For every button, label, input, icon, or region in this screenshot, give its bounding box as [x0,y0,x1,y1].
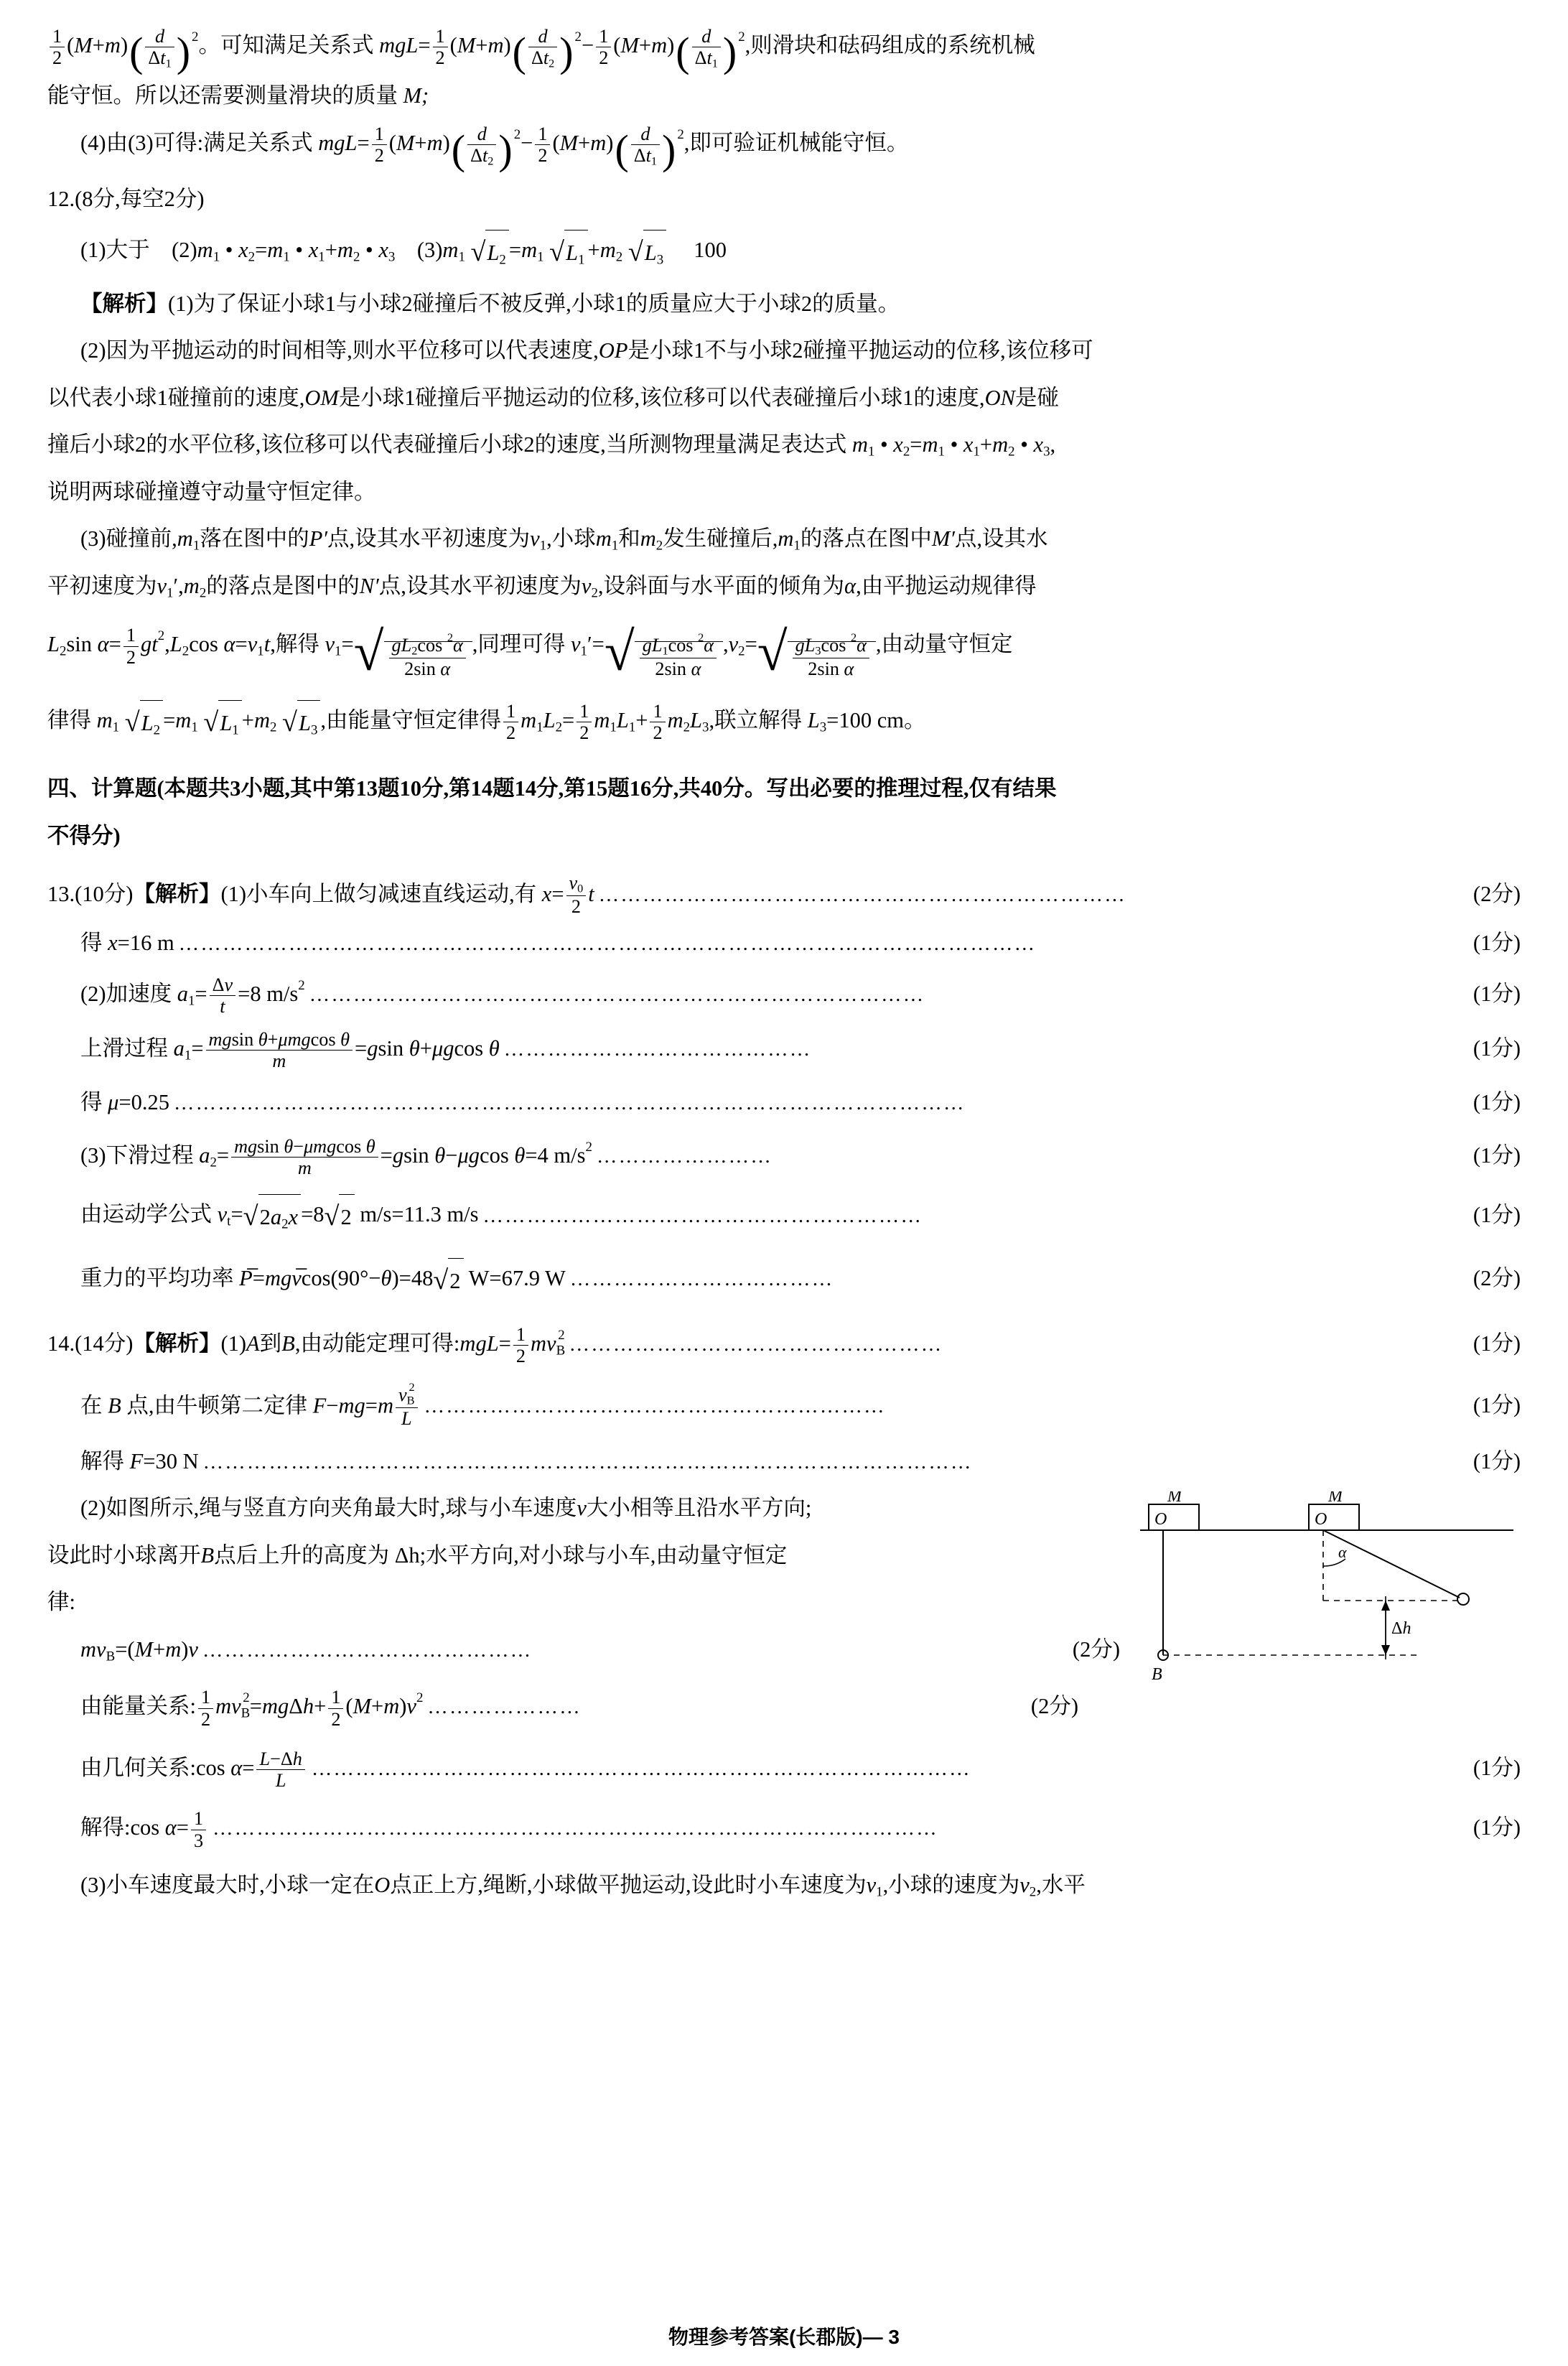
dot-leader: …………………………………………………… [482,1204,923,1227]
continued-text-2: 能守恒。所以还需要测量滑块的质量 [47,83,398,108]
q14-number: 14.(14分) [47,1331,134,1356]
q13-line1-text: (1)小车向上做匀减速直线运动,有 [220,881,537,906]
q13-number: 13.(10分) [47,881,134,906]
q13-line3 [47,973,1521,1017]
q14-l3-lead-text: 解得 [80,1448,124,1473]
svg-text:B: B [1152,1665,1162,1685]
velocity-v1: v [866,1873,877,1898]
dot-leader: …………………… [596,1145,773,1168]
q12-answer-2-label: (2) [172,237,197,262]
velocity-v: v [577,1496,587,1521]
q13-line8 [47,1254,1521,1307]
q13-score-7: (1分) [1473,1202,1521,1227]
q14-h-c: 到 [259,1331,282,1356]
q13-line8-lead: 重力的平均功率 P̅=mgv̅cos(90°−θ)=48√2 W=67.9 W [80,1254,566,1307]
q12-explain-3-line2: 平初速度为$v_1',m_2$的落点是图中的N′点,设其水平初速度为$v_2$,设斜面与水平面的倾角为α,由平抛运动规律得 [47,573,1037,601]
dot-leader: ……………………………………………………………………………… [311,1757,971,1780]
q14-l2-lead-text: 在 [80,1393,103,1418]
dot-leader: ……………………………………… [202,1639,533,1662]
dot-leader: …………………………………… [503,1038,812,1061]
paren-group-1: ( $\frac{d}{\Delta t_1}$ ) [129,25,190,76]
q14-score-4: (2分) [1072,1636,1120,1662]
q13-l6-lead-text: (3)下滑过程 [80,1142,194,1168]
q14-l3-value: =30 N [143,1448,199,1473]
q13-l7-lead-text: 由运动学公式 [80,1202,212,1227]
section4-desc: (本题共3小题,其中第13题10分,第14题14分,第15题16分,共40分。写出必要的推理过程,仅有结果 [157,776,1057,801]
q14-score-1: (1分) [1473,1331,1521,1356]
point-A: A [246,1331,260,1356]
q12-p3f: 发生碰撞后, [663,526,778,551]
q12-explain-1-text: (1)为了保证小球1与小球2碰撞后不被反弹,小球1的质量应大于小球2的质量。 [168,292,900,316]
q14-line6-lead: 由几何关系:cos α= $\frac{L-\Delta h}{L}$ [80,1747,307,1792]
q12-p3h: 点,设其水 [954,526,1048,551]
q14-line3-lead: 解得 F=30 N [80,1448,199,1473]
q14-line6 [47,1747,1521,1792]
q14-score-2: (1分) [1473,1393,1521,1418]
q13-score-4: (1分) [1473,1035,1521,1061]
q12-p5b: ,由能量守恒定律得 [320,707,502,732]
dot-leader: ……………………………………………………………………………………… [213,1817,938,1840]
q14-l7-lead-text: 解得:cos [80,1815,160,1840]
q12-p5d: =100 cm。 [826,707,926,732]
q12-formula-line: $L_2\sin$ α= $\frac{1}{2}$ $gt^2,L_2\cos$ $\alpha=v_1t$,解得 $v_1=√$ $\frac{gL_2\cos ^2\alpha}{\text{2sin α}}$ ,同理可得 $v_1'=√$ $\frac{gL_1\cos ^2\alpha}{\text{2sin α}}$ $,v_2=√$ $\frac{gL_3\cos ^2\alpha}{\text{2sin α}}$ ,由动量守恒定 [47,622,1013,683]
q14-line3 [47,1440,1521,1483]
point-OP: OP [598,338,628,363]
q13-line2-lead: 得 x=16 m [80,930,174,955]
q13-line4 [47,1028,1521,1072]
q14-jiexi-label: 【解析】 [133,1331,221,1356]
q13-score-6: (1分) [1473,1142,1521,1168]
q12-p3k: 的落点是图中的 [206,573,360,598]
point-B-2: B [108,1393,121,1418]
q12-p3d: ,小球 [546,526,596,551]
q12-explain-2-line3: 撞后小球2的水平位移,该位移可以代表碰撞后小球2的速度,当所测物理量满足表达式 $m_1$ • $x_2=m_1$ • $x_1+m_2$ • $x_3$, [47,432,1056,460]
q13-l8-tail: W=67.9 W [468,1265,566,1290]
point-P-prime: P′ [309,526,327,551]
q13-score-2: (1分) [1473,930,1521,955]
q14-line4-lead: $mv_B=(M+m)v$ [80,1636,198,1664]
q14-p3b: 点正上方,绳断,小球做平抛运动,设此时小车速度为 [390,1873,867,1898]
q14-line7-lead: 解得:cos α= $\frac{1}{3}$ [80,1807,208,1851]
point-O: O [374,1873,391,1898]
section4-desc2-text: 不得分) [47,823,121,848]
dot-leader: ……………………………………………………………… [598,883,1126,906]
dot-leader: ………………… [427,1696,582,1719]
point-N-prime: N′ [359,573,379,598]
q12-explain-2-line4 [47,471,1521,513]
q12-p2b: 是小球1不与小球2碰撞平抛运动的位移,该位移可 [627,338,1093,363]
figure-svg [1133,1491,1521,1707]
q13-l2-lead-text: 得 [80,930,103,955]
q13-line2 [47,922,1521,964]
q13-l4-lead-text: 上滑过程 [80,1035,168,1061]
q12-p3a: (3)碰撞前, [80,526,177,551]
figure-cart-pendulum [1133,1491,1521,1721]
q12-formula-line2: 律得 $m_1$ $√L_2 =m_1$ $√L_1 +m_2$ $√L_3$ ,由能量守恒定律得 $\frac{1}{2}$ $m_1L_2=$ $\frac{1}{2}$ $m_1L_1+$ $\frac{1}{2}$ $m_2L_3$,联立解得 $L_3=100$ cm。 [47,700,926,744]
q13-l5-lead-text: 得 [80,1090,103,1115]
q14-score-7: (1分) [1473,1815,1521,1840]
q12-explain-1 [47,283,1521,325]
q12-explain-2-line1 [47,330,1521,372]
q12-explain-3-line1: (3)碰撞前$,m_1$落在图中的P′点,设其水平初速度为$v_1$,小球$m_1$和$m_2$发生碰撞后$,m_1$的落点在图中M′点,设其水 [80,526,1048,554]
q13-jiexi-label: 【解析】 [133,881,221,906]
q12-p2d: 是小球1碰撞后平抛运动的位移,该位移可以代表碰撞后小球1的速度, [338,385,985,410]
point-ON: ON [984,385,1015,410]
q14-l5-lead-text: 由能量关系: [80,1694,196,1719]
dot-leader: ……………………………………………………………………………………………………… [178,932,1037,955]
continued-text-3b: ,即可验证机械能守恒。 [683,131,909,156]
q14-p2e: 律: [47,1590,75,1615]
section4-desc2 [47,815,1521,857]
svg-text:M: M [1167,1491,1182,1506]
point-B: B [281,1331,295,1356]
point-B-3: B [200,1542,215,1568]
q12-p3b: 落在图中的 [200,526,309,551]
q13-line5 [47,1081,1521,1124]
q13-line4-lead: 上滑过程 $a_1=$ mgsin θ+μmgcos θ m =gsin θ+μgcos θ [80,1028,500,1071]
dot-leader: ………………………………………………………………………… [309,984,925,1007]
svg-text:M: M [1328,1491,1343,1506]
q13-line1 [47,873,1521,918]
q14-p2c: 设此时小球离开 [47,1542,201,1568]
q13-line7-lead: 由运动学公式 $v_t=√2a_2x =8√2$ m/s=11.3 m/s [80,1190,479,1243]
q14-line5 [47,1685,1078,1730]
mass-M-symbol: M; [403,83,429,108]
q14-line1 [47,1323,1521,1367]
q12-explain-2-line2 [47,377,1521,419]
svg-text:O: O [1154,1510,1167,1529]
q12-p3e: 和 [618,526,640,551]
q13-score-8: (2分) [1473,1265,1521,1290]
velocity-v2: v [1019,1873,1030,1898]
section4-heading [47,768,1521,810]
q13-l2-value: =16 m [117,930,174,955]
q13-l3-lead-text: (2)加速度 [80,982,172,1007]
q13-line5-lead: 得 μ=0.25 [80,1090,170,1115]
continued-line-2 [47,75,1521,117]
dot-leader: ……………………………………………………… [424,1395,886,1418]
continued-text-1a: 。可知满足关系式 [198,33,374,58]
q14-l2-mid: 点,由牛顿第二定律 [126,1393,308,1418]
section4-title: 四、计算题 [47,776,157,801]
q13-l7-tail: m/s=11.3 m/s [360,1202,479,1227]
q13-line3-lead: (2)加速度 $a_1=$ $\frac{\Delta v}{t}$ =8 $m/s^2$ [80,974,305,1017]
q12-p3l: 点,设其水平初速度为 [378,573,582,598]
q13-line6-lead: (3)下滑过程 $a_2=$ mgsin θ−μmgcos θ m =gsin θ−μgcos θ=4 $m/s^2$ [80,1135,592,1179]
q12-answer-value: 100 [694,237,727,262]
q14-line2 [47,1382,1521,1429]
continued-line-3: (4)由(3)可得:满足关系式 mgL= $\frac{1}{2}$ (M+m)( $\frac{d}{\Delta t_2}$ ) $^2$− $\frac{1}{2}$ (M+m)( $\frac{d}{\Delta t_1}$ ) $^2$,即可验证机械能守恒。 [80,123,909,173]
q12-p3i: 平初速度为 [47,573,157,598]
q14-p2b: 大小相等且沿水平方向; [586,1496,812,1521]
q14-h-b: (1) [220,1331,247,1356]
q14-l6-lead-text: 由几何关系:cos [80,1755,225,1780]
q12-p2e: 是碰 [1014,385,1059,410]
continued-line-1: $\frac{1}{2}$ (M+m)( $\frac{d}{\Delta t_1}$ ) $^2$。可知满足关系式 mgL= $\frac{1}{2}$ (M+m)( $\frac{d}{\Delta t_2}$ ) $^2$− $\frac{1}{2}$ (M+m)( $\frac{d}{\Delta t_1}$ ) $^2$,则滑块和砝码组成的系统机械 [47,24,1521,70]
q14-line1-lead: 14.(14分)【解析】(1)A到B,由动能定理可得:mgL= $\frac{1}{2}$ $mv_B^2$ [47,1324,566,1367]
jiexi-label: 【解析】 [80,292,168,316]
q14-line2-lead: 在 B 点,由牛顿第二定律 F−mg=m $\frac{v_B^2}{L}$ [80,1382,420,1429]
q14-p3c: ,小球的速度为 [882,1873,1020,1898]
q14-line7 [47,1807,1521,1851]
q14-line5-lead: 由能量关系: $\frac{1}{2}$ $mv_B^2=mg\Delta h+$ $\frac{1}{2}$ $(M+m)v^2$ [80,1687,424,1730]
q12-p3m: ,设斜面与水平面的倾角为 [597,573,845,598]
q12-p4tail: ,由动量守恒定 [875,632,1013,657]
q12-p5a: 律得 [47,707,91,732]
q12-answers: (1)大于 $(2)m_1$ • $x_2=m_1$ • $x_1+m_2$ • $x_3$ $(3)m_1$ $√L_2 =m_1$ $√L_1 +m_2$ $√L_3$ 100 [47,225,1521,279]
q12-p2g: , [1050,432,1056,457]
svg-text:O: O [1315,1510,1327,1529]
q13-line6 [47,1135,1521,1179]
q14-line4 [47,1629,1120,1671]
dot-leader: ……………………………………………………………………………………………… [174,1092,966,1115]
q14-score-6: (1分) [1473,1755,1521,1780]
svg-text:α: α [1338,1543,1347,1562]
fraction-half: $\frac{1}{2}$ [50,27,65,69]
q12-heading: 12.(8分,每空2分) [47,187,205,212]
q14-p3a: (3)小车速度最大时,小球一定在 [80,1873,375,1898]
q12-answer-1: (1)大于 [80,237,150,262]
q14-h-d: ,由动能定理可得: [294,1331,460,1356]
q12-p2a: (2)因为平抛运动的时间相等,则水平位移可以代表速度, [80,338,599,363]
q12-p3g: 的落点在图中 [800,526,932,551]
q13-l8-lead-text: 重力的平均功率 [80,1265,234,1290]
continued-text-3a: (4)由(3)可得:满足关系式 [80,131,313,156]
q13-line1-lead: 13.(10分)【解析】(1)小车向上做匀减速直线运动,有 x= $\frac{v_0}{2}$ t [47,872,594,918]
svg-text:Δh: Δh [1391,1619,1411,1639]
q12-p2c: 以代表小球1碰撞前的速度, [47,385,305,410]
dot-leader: …………………………………………… [569,1333,943,1356]
q12-p2h: 说明两球碰撞遵守动量守恒定律。 [47,479,376,504]
dot-leader: …………………………………………………………………………………………… [202,1450,973,1473]
dot-leader: ……………………………… [569,1267,834,1290]
q13-line7 [47,1190,1521,1243]
q14-score-3: (1分) [1473,1448,1521,1473]
q13-score-1: (2分) [1473,881,1521,906]
q12-p3n: ,由平抛运动规律得 [856,573,1037,598]
point-M-prime: M′ [931,526,955,551]
q13-score-3: (1分) [1473,982,1521,1007]
q12-p3j: , [178,573,184,598]
q12-p2f: 撞后小球2的水平位移,该位移可以代表碰撞后小球2的速度,当所测物理量满足表达式 [47,432,847,457]
continued-text-1b: ,则滑块和砝码组成的系统机械 [745,33,1035,58]
q14-p2a: (2)如图所示,绳与竖直方向夹角最大时,球与小车速度 [80,1496,577,1521]
q14-score-5: (2分) [1030,1694,1078,1719]
q13-score-5: (1分) [1473,1090,1521,1115]
q14-p2d: 点后上升的高度为 Δh;水平方向,对小球与小车,由动量守恒定 [214,1542,788,1568]
angle-alpha: α [844,573,857,598]
q12-p3c: 点,设其水平初速度为 [327,526,531,551]
q12-answer-3-label: (3) [416,237,443,262]
point-OM: OM [304,385,339,410]
q12-p5c: ,联立解得 [709,707,803,732]
page-footer: 物理参考答案(长郡版)— 3 [668,2326,900,2348]
q14-p3-line1: (3)小车速度最大时,小球一定在O点正上方,绳断,小球做平抛运动,设此时小车速度为$v_1$,小球的速度为$v_2$,水平 [80,1873,1086,1900]
q13-l5-value: =0.25 [118,1090,170,1115]
q14-p3d: ,水平 [1036,1873,1086,1898]
